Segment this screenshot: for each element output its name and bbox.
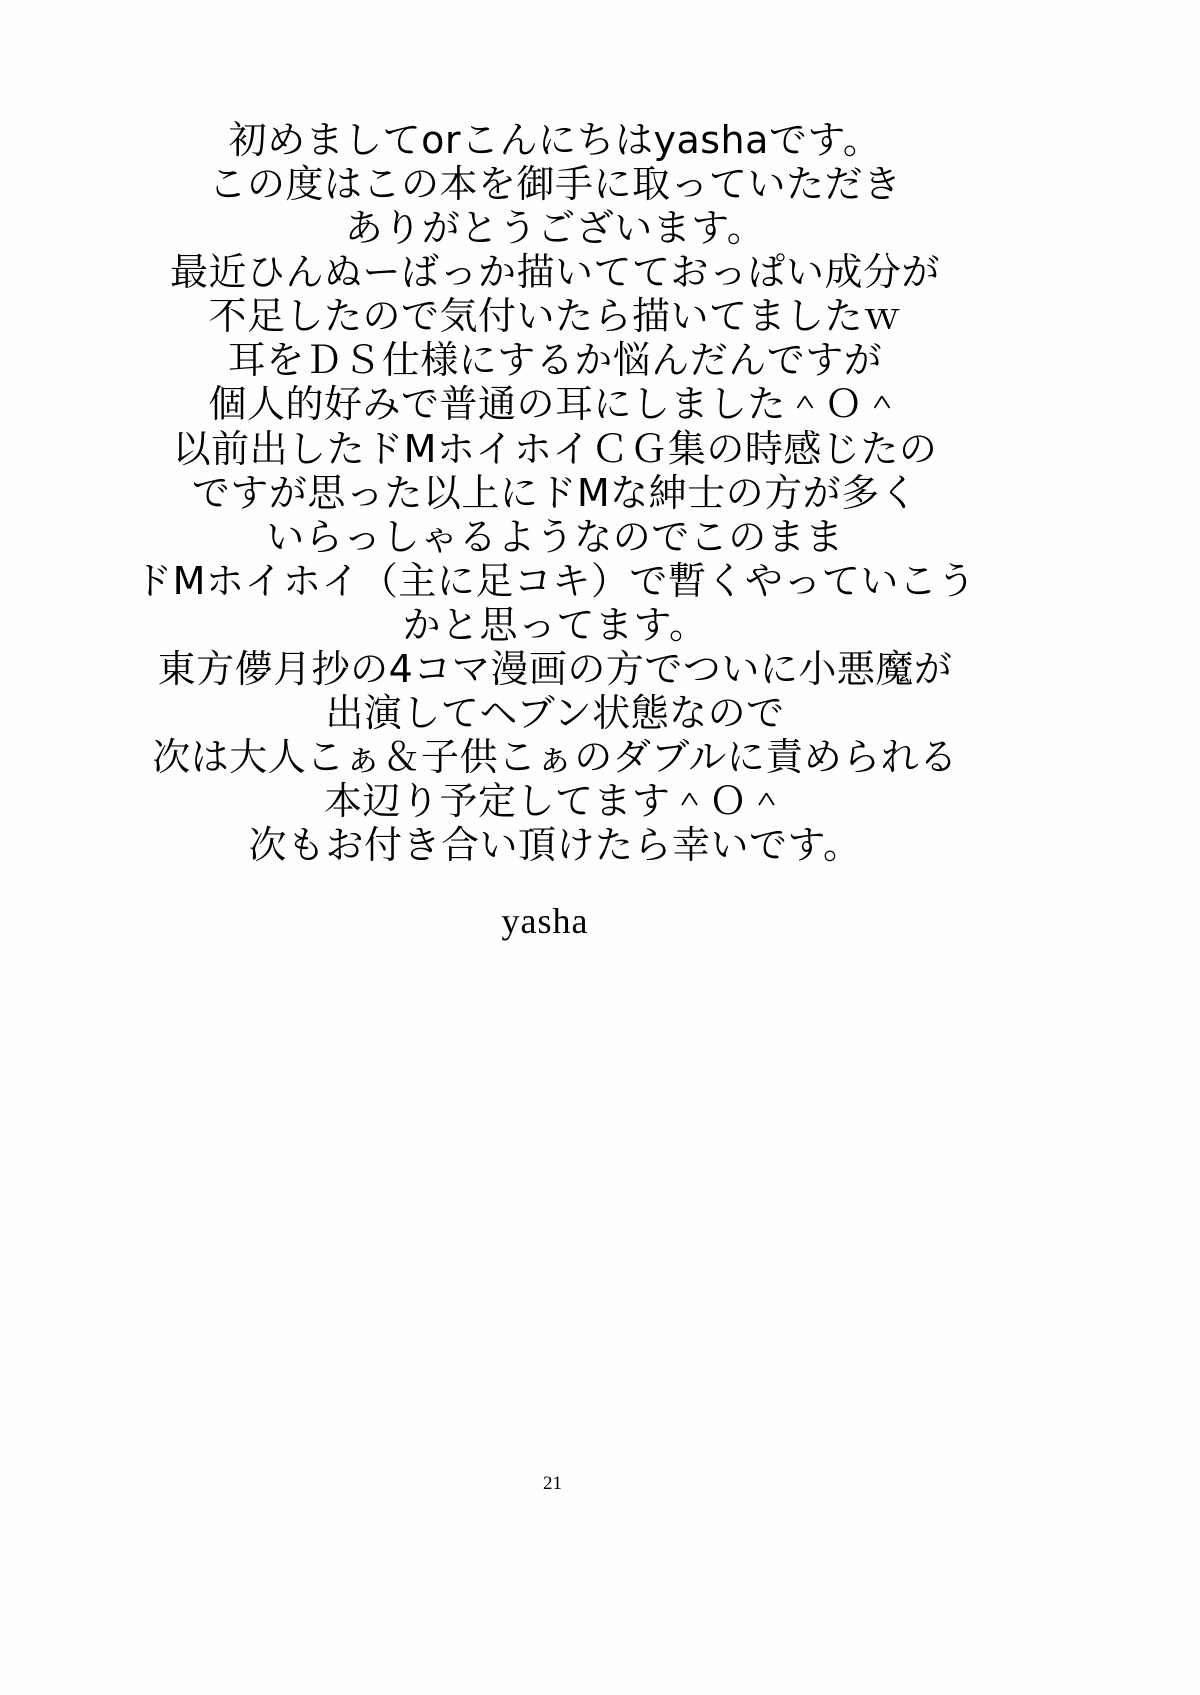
afterword-line: 最近ひんぬーばっか描いてておっぱい成分が: [169, 250, 940, 295]
author-signature: yasha: [501, 901, 589, 941]
afterword-line: 以前出したドMホイホイＣＧ集の時感じたの: [172, 426, 938, 471]
afterword-line: 東方儚月抄の4コマ漫画の方でついに小悪魔が: [157, 646, 953, 691]
afterword-line: ありがとうございます。: [344, 206, 766, 251]
afterword-line: 不足したので気付いたら描いてましたｗ: [208, 294, 902, 339]
afterword-line: 耳をＤＳ仕様にするか悩んだんですが: [227, 338, 883, 383]
afterword-line: 初めましてorこんにちはyashaです。: [228, 118, 882, 162]
afterword-line: 本辺り予定してます＾Ｏ＾: [323, 779, 786, 824]
afterword-line: 出演してヘブン状態なので: [325, 691, 785, 736]
afterword-line: ですが思った以上にドMな紳士の方が多く: [191, 470, 919, 515]
afterword-line: かと思ってます。: [402, 602, 708, 647]
afterword-line: 次もお付き合い頂けたら幸いです。: [248, 823, 862, 868]
afterword-line: ドMホイホイ（主に足コキ）で暫くやっていこう: [134, 558, 976, 603]
afterword-line: この度はこの本を御手に取っていただき: [208, 162, 902, 207]
afterword-line: 個人的好みで普通の耳にしました＾Ｏ＾: [208, 382, 902, 427]
page-number: 21: [543, 1473, 562, 1494]
afterword-line: いらっしゃるようなのでこのまま: [266, 514, 844, 559]
afterword-line: 次は大人こぁ＆子供こぁのダブルに責められる: [152, 735, 958, 780]
afterword-text-block: [0, 118, 1110, 867]
